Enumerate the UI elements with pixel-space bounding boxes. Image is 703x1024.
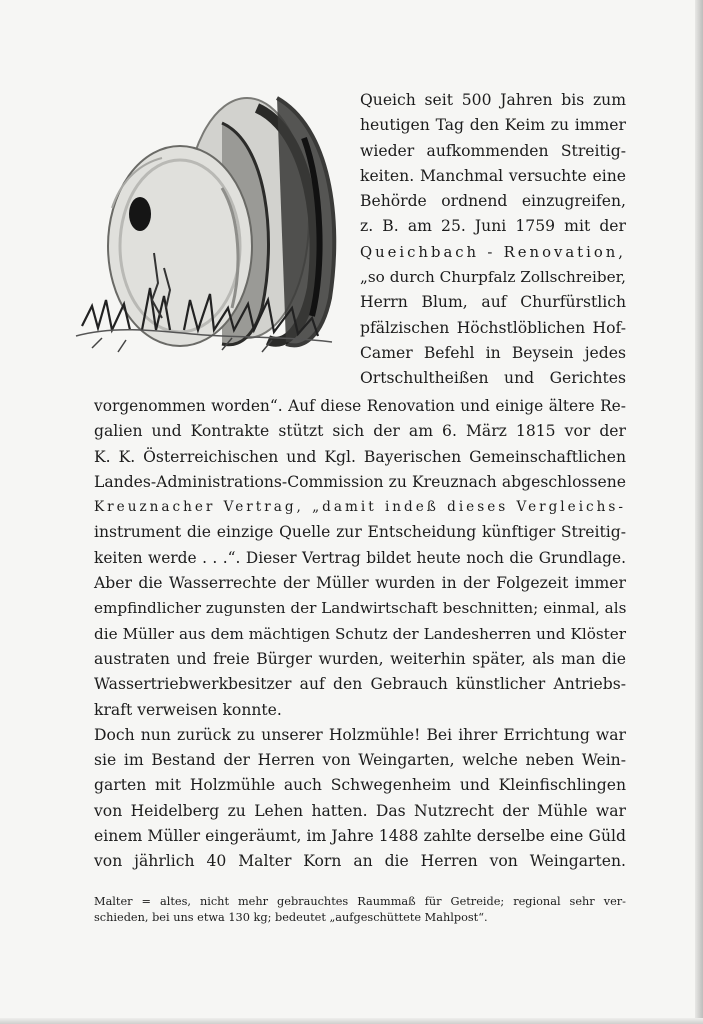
text-line: Wassertriebwerkbesitzer auf den Gebrauch künstlicher Antriebs-: [94, 675, 626, 694]
text-line: galien und Kontrakte stützt sich der am 6. März 1815 vor der: [94, 422, 626, 441]
text-line: Aber die Wasserrechte der Müller wurden in der Folgezeit immer: [94, 574, 626, 593]
millstones-illustration: [72, 68, 347, 368]
footnote: [94, 894, 626, 926]
text-line: austraten und freie Bürger wurden, weiterhin später, als man die: [94, 649, 626, 668]
text-line: Behörde ordnend einzugreifen,: [360, 192, 626, 211]
text-line: instrument die einzige Quelle zur Entscheidung künftiger Streitig-: [94, 523, 626, 542]
text-line: vorgenommen worden“. Auf diese Renovation und einige ältere Re-: [94, 397, 626, 415]
text-line: wieder aufkommenden Streitig-: [360, 141, 626, 160]
text-line: Doch nun zurück zu unserer Holzmühle! Bei ihrer Errichtung war: [94, 725, 626, 744]
text-line: empfindlicher zugunsten der Landwirtschaft beschnitten; einmal, als: [94, 599, 627, 618]
text-line: von jährlich 40 Malter Korn an die Herren von Weingarten.: [94, 852, 626, 871]
text-line: Herrn Blum, auf Churfürstlich: [360, 293, 626, 312]
text-line: Kreuznacher Vertrag, „damit indeß dieses Vergleichs-: [94, 499, 626, 516]
top-text-block: [360, 88, 626, 392]
main-text-block: [94, 394, 626, 875]
footnote-line: Malter = altes, nicht mehr gebrauchtes Raummaß für Getreide; regional sehr ver-: [94, 895, 626, 908]
text-line: garten mit Holzmühle auch Schwegenheim und Kleinfischlingen: [94, 776, 626, 795]
footnote-line: schieden, bei uns etwa 130 kg; bedeutet „aufgeschüttete Mahlpost“.: [94, 911, 488, 924]
text-line: z. B. am 25. Juni 1759 mit der: [360, 217, 626, 236]
text-line: sie im Bestand der Herren von Weingarten, welche neben Wein-: [94, 751, 626, 770]
text-line: Queich seit 500 Jahren bis zum: [360, 91, 626, 109]
text-line: keiten. Manchmal versuchte eine: [360, 166, 626, 185]
text-line: Queichbach - Renovation,: [360, 243, 626, 261]
text-line: kraft verweisen konnte.: [94, 700, 282, 719]
text-line: Ortschultheißen und Gerichtes: [360, 369, 626, 388]
text-line: „so durch Churpfalz Zollschreiber,: [360, 268, 626, 287]
page-edge: [695, 0, 703, 1024]
text-line: einem Müller eingeräumt, im Jahre 1488 zahlte derselbe eine Güld: [94, 827, 626, 846]
text-line: Landes-Administrations-Commission zu Kreuznach abgeschlossene: [94, 472, 626, 491]
text-line: heutigen Tag den Keim zu immer: [360, 116, 626, 135]
page-bottom-edge: [0, 1018, 703, 1024]
text-line: von Heidelberg zu Lehen hatten. Das Nutzrecht der Mühle war: [94, 801, 626, 820]
text-line: keiten werde . . .“. Dieser Vertrag bildet heute noch die Grundlage.: [94, 548, 626, 567]
text-line: Camer Befehl in Beysein jedes: [360, 343, 626, 362]
text-line: K. K. Österreichischen und Kgl. Bayerischen Gemeinschaftlichen: [94, 447, 626, 466]
text-line: die Müller aus dem mächtigen Schutz der Landesherren und Klöster: [94, 624, 626, 643]
text-line: pfälzischen Höchstlöblichen Hof-: [360, 318, 626, 337]
